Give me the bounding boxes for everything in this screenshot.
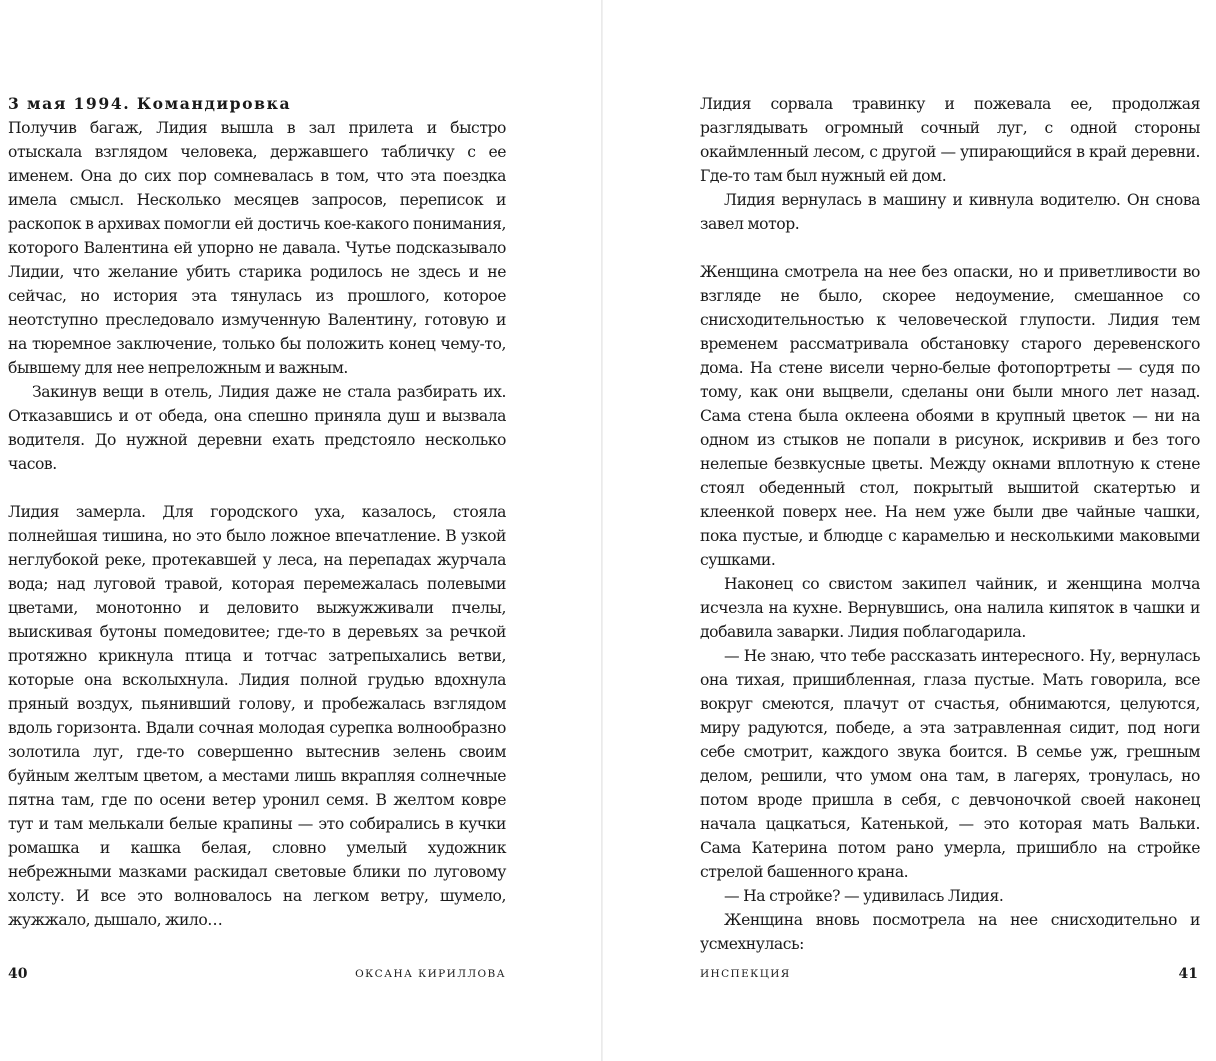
running-head-title: ИНСПЕКЦИЯ [700,968,791,980]
running-head-author: ОКСАНА КИРИЛЛОВА [355,968,506,980]
page-number-left: 40 [8,966,28,982]
paragraph: Лидия замерла. Для городского уха, казалось, стояла полнейшая тишина, но это было ложное впечатление. В узкой неглубокой реке, протекавшей у леса, на перепадах журчала вода; над луговой травой, которая перемежалась полевыми цветами, монотонно и деловито выжужживали пчелы, выискивая бутоны помедовитее; где-то в деревьях за речкой протяжно крикнула птица и тотчас затрепыхались ветви, которые она всколыхнула. Лидия полной грудью вдохнула пряный воздух, пьянивший голову, и пробежалась взглядом вдоль горизонта. Вдали сочная молодая сурепка волнообразно золотила луг, где-то совершенно вытеснив зелень своим буйным желтым цветом, а местами лишь вкрапляя солнечные пятна там, где по осени ветер уронил семя. В желтом ковре тут и там мелькали белые крапины — это собирались в кучки ромашка и кашка белая, словно умелый художник небрежными мазками раскидал световые блики по луговому холсту. И все это волновалось на легком ветру, шумело, жужжало, дышало, жило… [8,503,506,929]
left-text-column [8,92,506,932]
paragraph: Закинув вещи в отель, Лидия даже не стала разбирать их. Отказавшись и от обеда, она спешно приняла душ и вызвала водителя. До нужной деревни ехать предстояло несколько часов. [8,383,506,473]
paragraph: Женщина вновь посмотрела на нее снисходительно и усмехнулась: [700,911,1200,953]
paragraph: Женщина смотрела на нее без опаски, но и приветливости во взгляде не было, скорее недоумение, смешанное со снисходительностью к человеческой глупости. Лидия тем временем рассматривала обстановку старого деревенского дома. На стене висели черно-белые фотопортреты — судя по тому, как они выцвели, сделаны они были много лет назад. Сама стена была оклеена обоями в крупный цветок — ни на одном из стыков не попали в рисунок, искривив и без того нелепые безвкусные цветы. Между окнами вплотную к стене стоял обеденный стол, покрытый вышитой скатертью и клеенкой поверх нее. На нем уже были две чайные чашки, пока пустые, и блюдце с карамелью и несколькими маковыми сушками. [700,263,1200,569]
chapter-heading: 3 мая 1994. Командировка [8,94,292,113]
paragraph: Лидия вернулась в машину и кивнула водителю. Он снова завел мотор. [700,191,1200,233]
dialogue-paragraph: — Не знаю, что тебе рассказать интересного. Ну, вернулась она тихая, пришибленная, глаза пустые. Мать говорила, все вокруг смеются, плачут от счастья, обнимаются, целуются, миру радуются, победе, а эта затравленная сидит, под ноги себе смотрит, каждого звука боится. В семье уж, грешным делом, решили, что умом она там, в лагерях, тронулась, но потом вроде пришла в себя, с девчоночкой своей наконец начала цацкаться, Катенькой, — это которая мать Вальки. Сама Катерина потом рано умерла, пришибло на стройке стрелой башенного крана. [700,647,1200,881]
right-page [603,0,1216,1061]
paragraph: Лидия сорвала травинку и пожевала ее, продолжая разглядывать огромный сочный луг, с одной стороны окаймленный лесом, с другой — упирающийся в край деревни. Где-то там был нужный ей дом. [700,95,1200,185]
paragraph: Получив багаж, Лидия вышла в зал прилета и быстро отыскала взглядом человека, державшего табличку с ее именем. Она до сих пор сомневалась в том, что эта поездка имела смысл. Несколько месяцев запросов, переписок и раскопок в архивах помогли ей достичь кое-какого понимания, которого Валентина ей упорно не давала. Чутье подсказывало Лидии, что желание убить старика родилось не здесь и не сейчас, но история эта тянулась из прошлого, которое неотступно преследовало измученную Валентину, готовую и на тюремное заключение, только бы положить конец чему-то, бывшему для нее непреложным и важным. [8,119,506,377]
paragraph: Наконец со свистом закипел чайник, и женщина молча исчезла на кухне. Вернувшись, она налила кипяток в чашки и добавила заварки. Лидия поблагодарила. [700,575,1200,641]
left-page [0,0,601,1061]
dialogue-paragraph: — На стройке? — удивилась Лидия. [724,887,1004,905]
page-number-right: 41 [1178,966,1198,982]
right-text-column [700,92,1200,956]
